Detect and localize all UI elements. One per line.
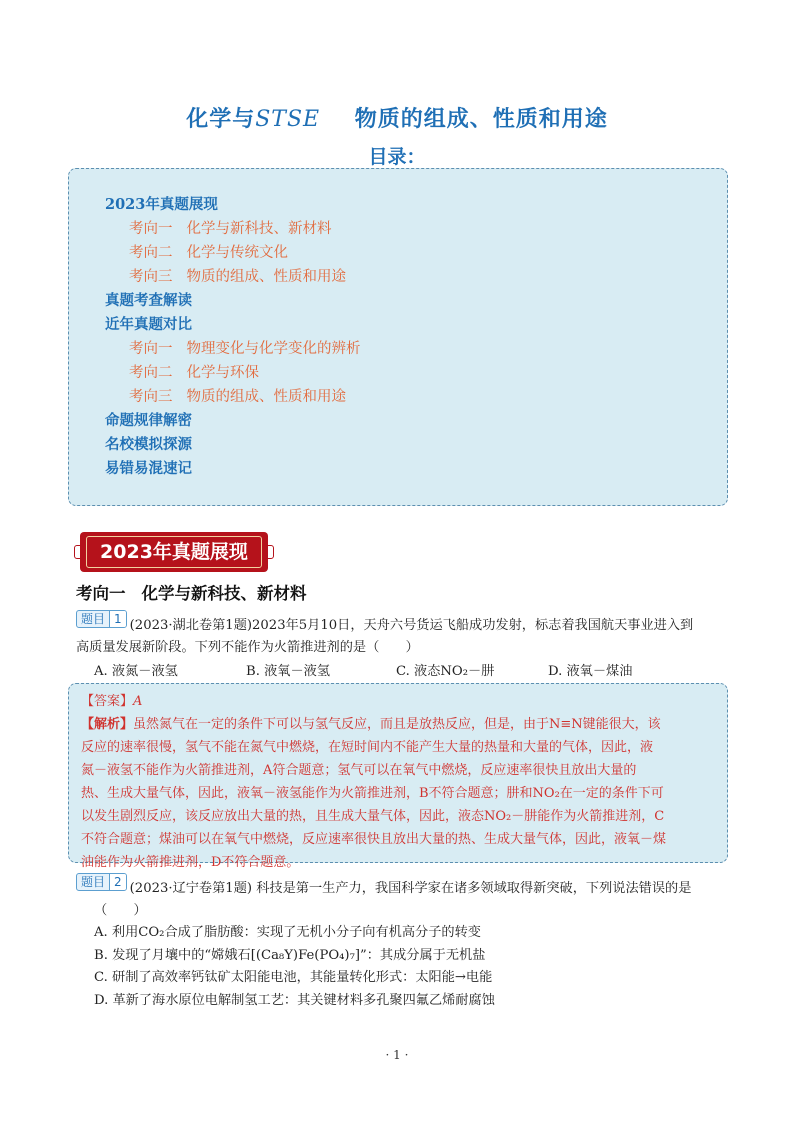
answer-value: A <box>133 694 143 709</box>
question-tag: 题目 1 <box>76 610 127 628</box>
section-banner <box>80 532 268 572</box>
toc-item[interactable]: 考向二 化学与环保 <box>129 365 259 381</box>
analysis-tag: 【解析】 <box>81 717 134 732</box>
question-text: （ ） <box>94 903 147 918</box>
toc-item[interactable]: 2023年真题展现 <box>105 196 218 213</box>
options <box>76 661 722 683</box>
analysis-line: 油能作为火箭推进剂，D不符合题意。 <box>81 855 300 870</box>
toc-item[interactable]: 考向二 化学与传统文化 <box>129 245 288 261</box>
analysis-line: 反应的速率很慢，氢气不能在氮气中燃烧，在短时间内不能产生大量的热量和大量的气体，因此，液 <box>81 740 654 755</box>
banner-text: 2023年真题展现 <box>100 541 248 563</box>
option-c: C. 液态NO₂－肼 <box>396 664 495 679</box>
toc-item[interactable]: 近年真题对比 <box>105 316 192 333</box>
toc-box <box>68 168 728 506</box>
toc-item[interactable]: 命题规律解密 <box>105 412 192 429</box>
analysis-line: 以发生剧烈反应，该反应放出大量的热，且生成大量气体，因此，液态NO₂－肼能作为火箭推进剂，C <box>81 809 665 824</box>
toc-item[interactable]: 考向一 化学与新科技、新材料 <box>129 221 332 237</box>
question-tag: 题目 2 <box>76 873 127 891</box>
option-c: C. 研制了高效率钙钛矿太阳能电池，其能量转化形式：太阳能→电能 <box>94 970 493 985</box>
option-b: B. 液氧－液氢 <box>246 664 331 679</box>
answer-box <box>68 683 728 870</box>
section-heading: 考向一 化学与新科技、新材料 <box>76 584 307 603</box>
toc-item[interactable]: 考向三 物质的组成、性质和用途 <box>129 389 346 405</box>
page-title: 化学与STSE 物质的组成、性质和用途 <box>186 106 608 132</box>
toc-item[interactable]: 真题考查解读 <box>105 292 192 309</box>
toc-item[interactable]: 名校模拟探源 <box>105 436 192 453</box>
analysis-line: 热、生成大量气体，因此，液氧－液氢能作为火箭推进剂，B不符合题意；肼和NO₂在一定的条件下可 <box>81 786 664 801</box>
question-text: (2023·湖北卷第1题)2023年5月10日，天舟六号货运飞船成功发射，标志着我国航天事业进入到 <box>129 618 694 633</box>
option-b: B. 发现了月壤中的“嫦娥石[(Ca₈Y)Fe(PO₄)₇]”：其成分属于无机盐 <box>94 947 486 963</box>
options <box>76 922 722 1012</box>
option-d: D. 革新了海水原位电解制氢工艺：其关键材料多孔聚四氟乙烯耐腐蚀 <box>94 992 495 1008</box>
analysis-line: 不符合题意；煤油可以在氧气中燃烧，反应速率很快且放出大量的热、生成大量气体，因此，液氧－煤 <box>81 832 667 847</box>
page-number: · 1 · <box>385 1048 409 1062</box>
option-a: A. 液氮－液氢 <box>94 664 178 679</box>
toc-item[interactable]: 易错易混速记 <box>105 460 192 477</box>
analysis-line: 氮－液氢不能作为火箭推进剂，A符合题意；氢气可以在氧气中燃烧，反应速率很快且放出大量的 <box>81 763 637 778</box>
toc-item[interactable]: 考向一 物理变化与化学变化的辨析 <box>129 341 361 357</box>
toc-heading: 目录： <box>368 146 426 168</box>
question-1 <box>76 610 722 683</box>
question-text: 高质量发展新阶段。下列不能作为火箭推进剂的是（ ） <box>76 640 419 655</box>
analysis-line: 虽然氮气在一定的条件下可以与氢气反应，而且是放热反应，但是，由于N≡N键能很大，该 <box>133 717 661 732</box>
answer-tag: 【答案】 <box>81 694 134 709</box>
option-a: A. 利用CO₂合成了脂肪酸：实现了无机小分子向有机高分子的转变 <box>94 925 481 940</box>
title-latin: STSE <box>255 107 321 132</box>
toc-item[interactable]: 考向三 物质的组成、性质和用途 <box>129 269 346 285</box>
question-text: (2023·辽宁卷第1题) 科技是第一生产力，我国科学家在诸多领域取得新突破，下列说法错误的是 <box>129 881 692 896</box>
option-d: D. 液氧－煤油 <box>548 664 633 679</box>
question-2 <box>76 873 722 1012</box>
